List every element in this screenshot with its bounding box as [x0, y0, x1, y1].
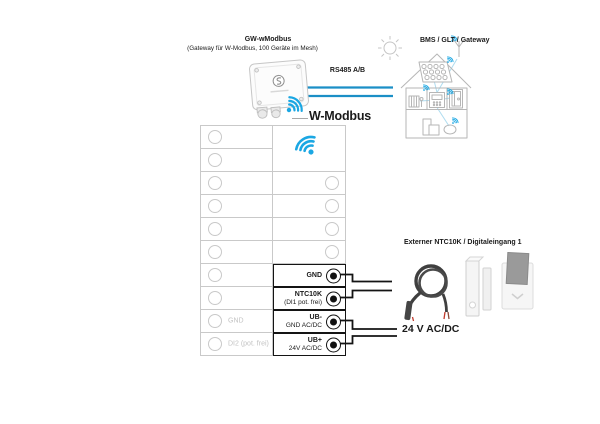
table-row	[201, 310, 273, 333]
table-row	[201, 126, 273, 149]
terminal-hole	[325, 222, 339, 236]
sun-icon	[378, 36, 402, 60]
keycard-switch	[502, 252, 533, 309]
terminal-hole	[208, 314, 222, 328]
pin-label-gnd: GND	[228, 317, 244, 325]
ntc-cable-sensor	[404, 266, 449, 321]
terminal-block-table	[200, 125, 346, 356]
table-row	[273, 241, 346, 264]
terminal-cell-ub-minus	[273, 310, 346, 333]
terminal-cell-ub-plus	[273, 333, 346, 356]
terminal-cell-gnd	[273, 264, 346, 287]
table-row	[201, 264, 273, 287]
rs485-bus-lines	[307, 88, 393, 97]
table-row	[201, 149, 273, 172]
table-row	[201, 195, 273, 218]
pin-label-di2: DI2 (pot. frei)	[228, 340, 269, 348]
table-row	[201, 287, 273, 310]
gateway-title: GW-wModbus	[244, 36, 292, 43]
gateway-subtitle: (Gateway für W-Modbus, 100 Geräte im Mesh)	[187, 45, 318, 52]
door-contact-sensor	[466, 257, 491, 316]
terminal-hole	[208, 199, 222, 213]
screw-terminal-icon	[326, 337, 341, 352]
table-row	[273, 218, 346, 241]
control-panel-icon	[430, 93, 445, 108]
screw-terminal-icon	[326, 291, 341, 306]
power-supply-label: 24 V AC/DC	[402, 323, 460, 335]
solar-panel	[419, 62, 452, 82]
table-row	[201, 172, 273, 195]
wmodbus-label: W-Modbus	[309, 109, 372, 123]
terminal-hole	[208, 176, 222, 190]
terminal-hole	[208, 130, 222, 144]
terminal-hole	[325, 176, 339, 190]
screw-terminal-icon	[326, 314, 341, 329]
terminal-hole	[208, 268, 222, 282]
smart-building-illustration	[401, 40, 471, 138]
radiator-icon	[409, 96, 423, 107]
terminal-label: UB-	[309, 313, 322, 321]
table-row	[273, 195, 346, 218]
terminal-hole	[325, 199, 339, 213]
terminal-label: NTC10K	[294, 290, 322, 298]
terminal-hole	[208, 291, 222, 305]
table-row	[201, 333, 273, 356]
terminal-sublabel: 24V AC/DC	[288, 344, 322, 352]
table-row	[201, 241, 273, 264]
terminal-hole	[208, 222, 222, 236]
terminal-hole	[208, 153, 222, 167]
external-sensor-label: Externer NTC10K / Digitaleingang 1	[404, 239, 522, 246]
bms-label: BMS / GLT / Gateway	[420, 37, 490, 44]
terminal-label: GND	[306, 271, 322, 279]
terminal-hole	[325, 245, 339, 259]
brand-logo	[273, 75, 285, 87]
table-row	[201, 218, 273, 241]
terminal-sublabel: (DI1 pot. frei)	[284, 298, 322, 306]
terminal-label: UB+	[307, 336, 322, 344]
screw-terminal-icon	[326, 268, 341, 283]
terminal-hole	[208, 337, 222, 351]
terminal-sublabel: GND AC/DC	[285, 321, 322, 329]
rs485-label: RS485 A/B	[329, 67, 366, 74]
boiler-icon	[423, 119, 456, 135]
wifi-module-cell	[273, 126, 346, 172]
table-row	[273, 172, 346, 195]
terminal-cell-ntc10k	[273, 287, 346, 310]
terminal-hole	[208, 245, 222, 259]
